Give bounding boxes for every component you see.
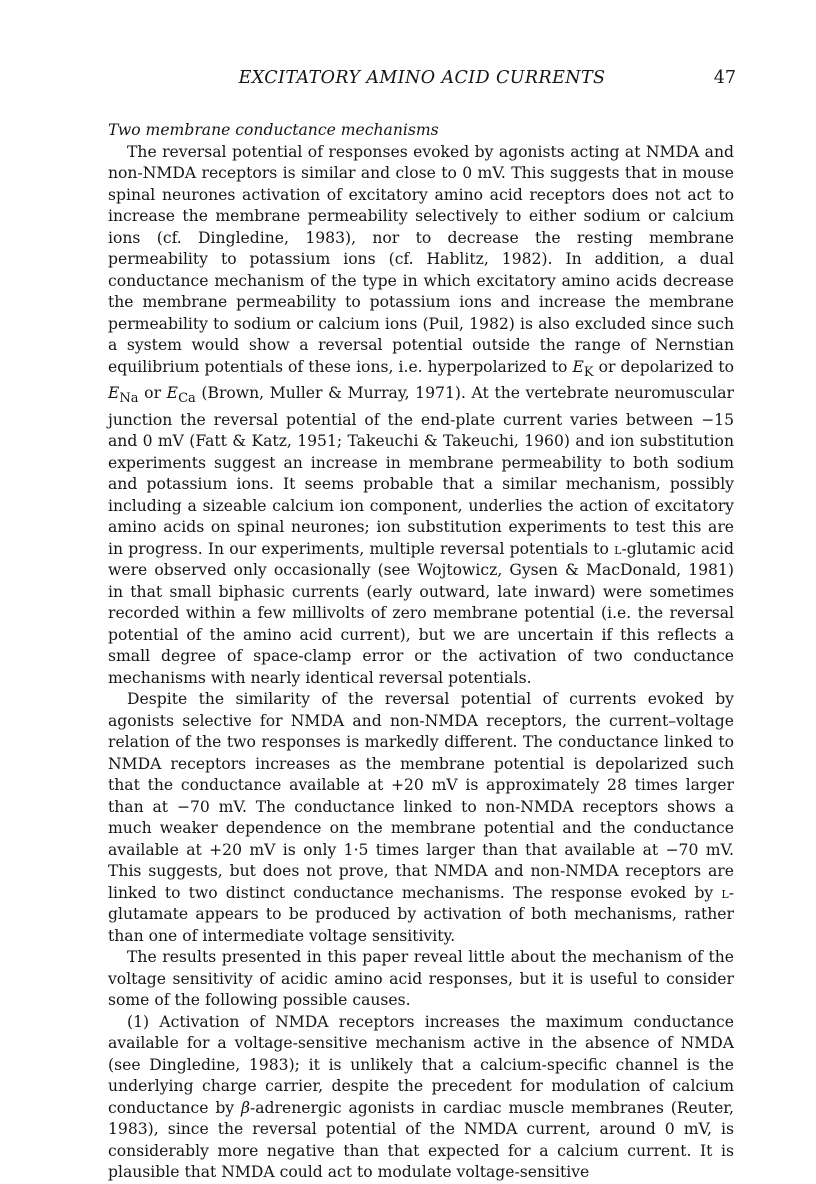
paragraph-3: The results presented in this paper reveal little about the mechanism of the voltage sensitivity of acidic amino acid responses, but it is useful to consider some of the following possible causes. [108, 948, 734, 1010]
paragraph-4-text-b: -adrenergic agonists in cardiac muscle membranes (Reuter, 1983), since the reversal potential of the NMDA current, around 0 mV, is considerably more negative than that expected for a calcium current. It is plausible that NMDA could act to modulate voltage-sensitive [108, 1098, 734, 1182]
eca-symbol: E [166, 384, 179, 403]
article-body [108, 120, 734, 1184]
paragraph-1-text-b: or depolarized to [593, 357, 735, 376]
page-number: 47 [713, 68, 736, 88]
paragraph-2-text-b: -glutamate appears to be produced by activation of both mechanisms, rather than one of intermediate voltage sensitivity. [108, 883, 734, 945]
paragraph-1-text-a: The reversal potential of responses evoked by agonists acting at NMDA and non-NMDA receptors is similar and close to 0 mV. This suggests that in mouse spinal neurones activation of excitatory amino acid receptors does not act to increase the membrane permeability selectively to either sodium or calcium ions (cf. Dingledine, 1983), nor to decrease the resting membrane permeability to potassium ions (cf. Hablitz, 1982). In addition, a dual conductance mechanism of the type in which excitatory amino acids decrease the membrane permeability to potassium ions and increase the membrane permeability to sodium or calcium ions (Puil, 1982) is also excluded since such a system would show a reversal potential outside the range of Nernstian equilibrium potentials of these ions, i.e. hyperpolarized to [108, 142, 734, 376]
section-heading: Two membrane conductance mechanisms [108, 121, 439, 139]
ek-subscript: K [583, 364, 594, 380]
eca-subscript: Ca [178, 391, 196, 407]
l-prefix-glutamate: l [721, 883, 729, 902]
ek-symbol: E [572, 357, 584, 376]
running-head [108, 68, 736, 92]
ena-subscript: Na [119, 391, 139, 407]
l-prefix-glutamic: l [614, 539, 622, 558]
running-title: EXCITATORY AMINO ACID CURRENTS [238, 68, 606, 88]
paragraph-2 [108, 689, 734, 947]
paragraph-1-text-c: or [138, 384, 167, 403]
paragraph-1-text-d: (Brown, Muller & Murray, 1971). At the vertebrate neuromuscular junction the reversal potential of the end-plate current varies between −15 and 0 mV (Fatt & Katz, 1951; Takeuchi & Takeuchi, 1960) and ion substitution experiments suggest an increase in membrane permeability to both sodium and potassium ions. It seems probable that a similar mechanism, possibly including a sizeable calcium ion component, underlies the action of excitatory amino acids on spinal neurones; ion substitution experiments to test this are in progress. In our experiments, multiple reversal potentials to [108, 384, 734, 558]
paragraph-1 [108, 142, 734, 690]
ena-symbol: E [108, 384, 120, 403]
paragraph-2-text-a: Despite the similarity of the reversal potential of currents evoked by agonists selective for NMDA and non-NMDA receptors, the current–voltage relation of the two responses is markedly different. The conductance linked to NMDA receptors increases as the membrane potential is depolarized such that the conductance available at +20 mV is approximately 28 times larger than at −70 mV. The conductance linked to non-NMDA receptors shows a much weaker dependence on the membrane potential and the conductance available at +20 mV is only 1·5 times larger than that available at −70 mV. This suggests, but does not prove, that NMDA and non-NMDA receptors are linked to two distinct conductance mechanisms. The response evoked by [108, 690, 734, 902]
beta-symbol: β [240, 1098, 250, 1117]
paragraph-4-text-a: (1) Activation of NMDA receptors increases the maximum conductance available for a voltage-sensitive mechanism active in the absence of NMDA (see Dingledine, 1983); it is unlikely that a calcium-specific channel is the underlying charge carrier, despite the precedent for modulation of calcium conductance by [108, 1012, 734, 1117]
paragraph-1-text-e: -glutamic acid were observed only occasionally (see Wojtowicz, Gysen & MacDonald, 1981) in that small biphasic currents (early outward, late inward) were sometimes recorded within a few millivolts of zero membrane potential (i.e. the reversal potential of the amino acid current), but we are uncertain if this reflects a small degree of space-clamp error or the activation of two conductance mechanisms with nearly identical reversal potentials. [108, 539, 734, 687]
paragraph-4 [108, 1012, 734, 1184]
